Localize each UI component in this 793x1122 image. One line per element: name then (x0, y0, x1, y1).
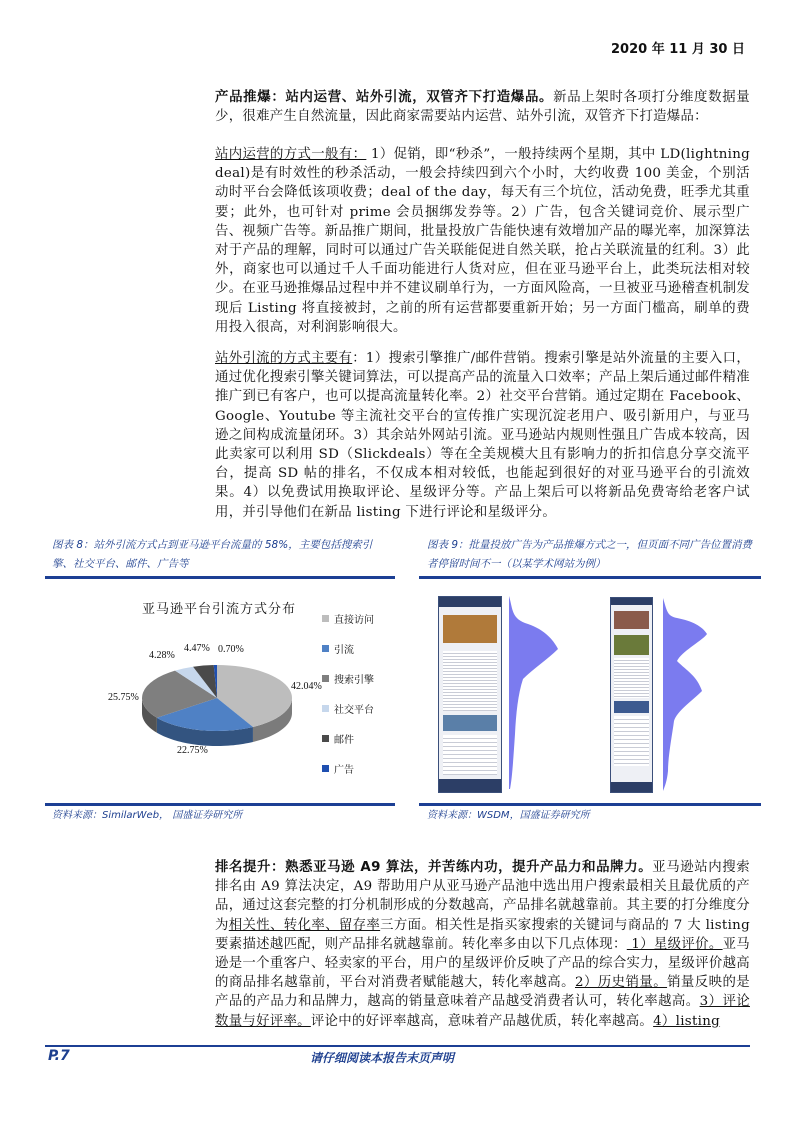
webpage-thumbnail (610, 597, 653, 793)
legend-swatch (322, 705, 329, 712)
figure9-source: 资料来源：WSDM，国盛证券研究所 (427, 810, 590, 821)
legend-swatch (322, 615, 329, 622)
legend-item (322, 761, 354, 776)
underlined-text: 1）星级评价。 (626, 936, 723, 952)
underlined-text: 4）listing (653, 1013, 721, 1029)
divider (419, 576, 761, 579)
section-lead: 站内运营的方式一般有： (215, 147, 367, 162)
section-body: ：1）搜索引擎推广/邮件营销。搜索引擎是站外流量的主要入口，通过优化搜索引擎关键词算法，可以提高产品的流量入口效率；产品上架后通过邮件精准推广到已有客户，也可以提高流量转化率。2）社交平台营销。通过定期在 Facebook、Google、Youtube 等主流社交平台的宣传推广实现沉淀老用户、吸引新用户，与亚马逊之间构成流量闭环。3）其余站外网站引流。亚马逊站内规则性强且广告成本较高，因此卖家可以利用 SD（Slickdeals）等在全美规模大且有影响力的折扣信息分享交流平台，提高 SD 帖的排名，不仅成本相对较低，也能起到很好的对亚马逊平台的引流效果。4）以免费试用换取评论、星级评分等。产品上架后可以将新品免费寄给老客户试用，并引导他们在新品 listing 下进行评论和星级评分。 (215, 351, 751, 520)
attention-heatmap (508, 594, 588, 794)
pie-label-direct: 42.04% (291, 681, 322, 692)
section-title: 排名提升：熟悉亚马逊 A9 算法，并苦练内功，提升产品力和品牌力。 (215, 860, 653, 875)
page-number: P.7 (48, 1048, 70, 1064)
legend-label: 搜索引擎 (334, 675, 374, 686)
pie-label-search: 25.75% (108, 692, 139, 703)
pie-label-referral: 22.75% (177, 745, 208, 756)
section-body: 新品上架时各项打分维度数据量少，很难产生自然流量，因此商家需要站内运营、站外引流，双管齐下打造爆品： (215, 90, 750, 125)
footer-divider (45, 1045, 750, 1047)
section-body: 亚马逊是一个重客户、轻卖家的平台，用户的星级评价反映了产品的综合实力，星级评价越高的商品排名越靠前，平台对消费者赋能越大，转化率越高。 (215, 936, 750, 991)
legend-label: 直接访问 (334, 615, 374, 626)
figure8-source: 资料来源：SimilarWeb， 国盛证券研究所 (52, 810, 243, 821)
section-lead: 站外引流的方式主要有 (215, 351, 353, 366)
pie-label-ads: 0.70% (218, 644, 244, 655)
section-body: 评论中的好评率越高，意味着产品越优质，转化率越高。 (310, 1013, 654, 1029)
legend-item (322, 701, 374, 716)
legend-item (322, 731, 354, 746)
underlined-text: 2）历史销量。 (575, 975, 668, 991)
legend-item (322, 641, 354, 656)
legend-swatch (322, 735, 329, 742)
disclaimer: 请仔细阅读本报告末页声明 (310, 1051, 455, 1065)
attention-heatmap (662, 596, 742, 796)
section-body: 1）促销，即“秒杀”，一般持续两个星期，其中 LD(lightning deal)是有时效性的秒杀活动，一般会持续四到六个小时，大约收费 100 美金，个别活动时平台会降低该项收费；deal of the day，每天有三个坑位，活动免费，旺季尤其重要；此外，也可针对 prime 会员捆绑发券等。2）广告，包含关键词竞价、展示型广告、视频广告等。新品推广期间，批量投放广告能快速有效增加产品的曝光率，加深算法对于产品的理解，同时可以通过广告关联能促进自然关联，抢占关联流量的红利。3）此外，商家也可以通过千人千面功能进行人货对应，但在亚马逊平台上，此类玩法相对较少。在亚马逊推爆品过程中并不建议刷单行为，一方面风险高，一旦被亚马逊稽查机制发现后 Listing 将直接被封，之前的所有运营都要重新开始；另一方面门槛高，刷单的费用投入很高，对利润影响很大。 (215, 147, 750, 335)
section-body: 三方面。相关性是指买家搜索的关键词与商品的 7 大 listing 要素描述越匹配，则产品排名就越靠前。转化率多由以下几点体现： (215, 917, 750, 952)
underlined-text: 3）评论数量与好评率。 (215, 994, 750, 1029)
underlined-text: 相关性、转化率、留存率 (228, 917, 381, 933)
section-body: 销量反映的是产品的产品力和品牌力，越高的销量意味着产品越受消费者认可，转化率越高。 (215, 975, 750, 1010)
figure9-caption: 图表 9：批量投放广告为产品推爆方式之一，但页面不同广告位置消费者停留时间不一（以某学术网站为例） (427, 539, 753, 570)
legend-label: 引流 (334, 645, 354, 656)
legend-swatch (322, 765, 329, 772)
figure8-caption: 图表 8：站外引流方式占到亚马逊平台流量的 58%，主要包括搜索引擎、社交平台、邮件、广告等 (52, 539, 373, 570)
section-body: 亚马逊站内搜索排名由 A9 算法决定，A9 帮助用户从亚马逊产品池中选出用户搜索最相关且最优质的产品，通过这套完整的打分机制形成的分数越高，产品排名就越靠前。其主要的打分维度分为 (215, 860, 750, 933)
chart-title: 亚马逊平台引流方式分布 (142, 602, 297, 617)
legend-label: 广告 (334, 765, 354, 776)
pie-chart (0, 0, 400, 820)
legend-swatch (322, 675, 329, 682)
pie-label-mail: 4.47% (184, 643, 210, 654)
legend-label: 邮件 (334, 735, 354, 746)
webpage-thumbnail (438, 596, 502, 793)
legend-item (322, 671, 374, 686)
section-ranking (215, 858, 750, 1031)
legend-label: 社交平台 (334, 705, 374, 716)
legend-item (322, 611, 374, 626)
section-title: 产品推爆：站内运营、站外引流，双管齐下打造爆品。 (215, 90, 554, 105)
report-date: 2020 年 11 月 30 日 (611, 42, 745, 57)
pie-label-social: 4.28% (149, 650, 175, 661)
legend-swatch (322, 645, 329, 652)
